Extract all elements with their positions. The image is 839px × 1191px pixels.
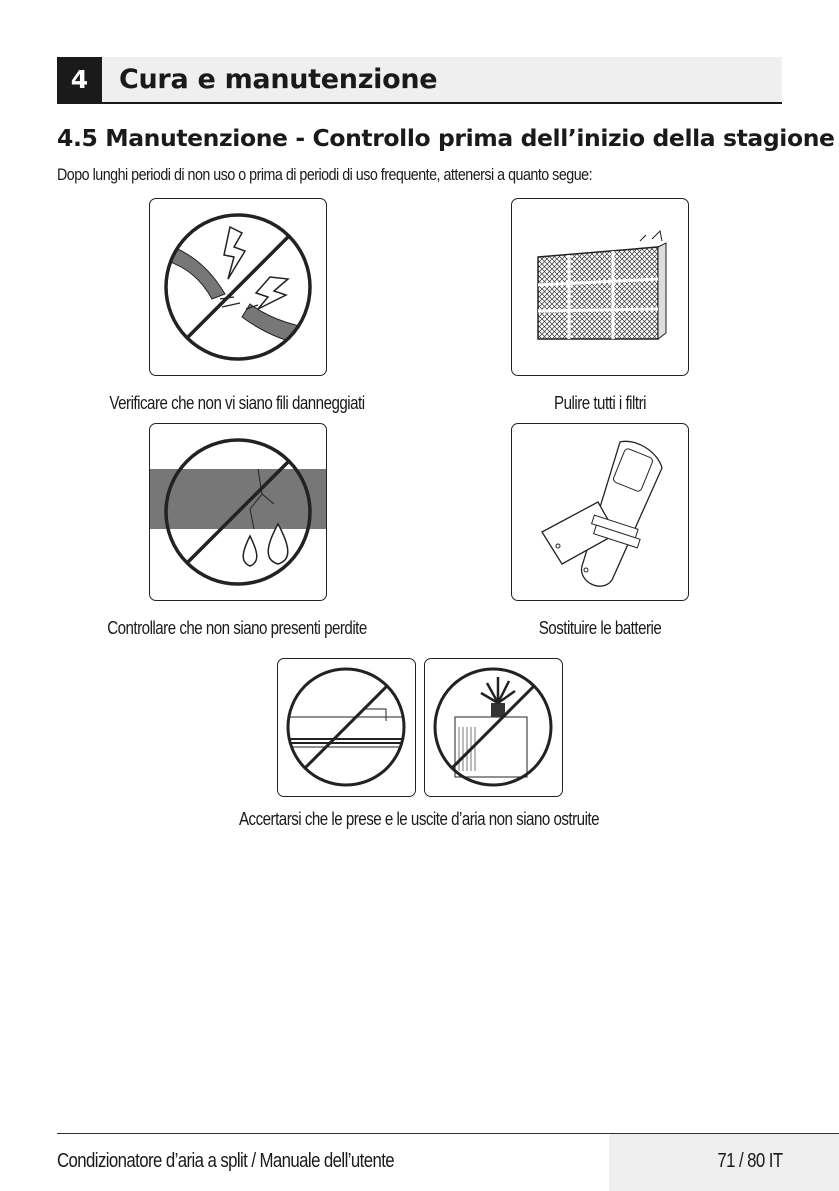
chapter-header — [57, 57, 782, 104]
filter-illustration — [511, 198, 689, 376]
remote-battery-illustration — [511, 423, 689, 601]
caption-batteries: Sostituire le batterie — [538, 618, 662, 638]
indoor-unit-obstruction-illustration — [277, 658, 416, 797]
caption-damaged-wires: Verificare che non vi siano fili danneggiati — [109, 393, 365, 413]
footer-page-number: 71 / 80 IT — [716, 1150, 782, 1172]
damaged-wires-illustration — [149, 198, 327, 376]
section-intro: Dopo lunghi periodi di non uso o prima di periodi di uso frequente, attenersi a quanto segue: — [57, 165, 593, 184]
section-title: 4.5 Manutenzione - Controllo prima dell’inizio della stagione — [57, 124, 835, 152]
leak-illustration — [149, 423, 327, 601]
chapter-number: 4 — [57, 57, 102, 102]
outdoor-unit-obstruction-illustration — [424, 658, 563, 797]
caption-leaks: Controllare che non siano presenti perdite — [107, 618, 367, 638]
caption-air-vents: Accertarsi che le prese e le uscite d’aria non siano ostruite — [238, 809, 600, 829]
chapter-title: Cura e manutenzione — [119, 64, 438, 95]
footer-manual-title: Condizionatore d’aria a split / Manuale dell’utente — [57, 1150, 395, 1172]
caption-filters: Pulire tutti i filtri — [554, 393, 646, 413]
